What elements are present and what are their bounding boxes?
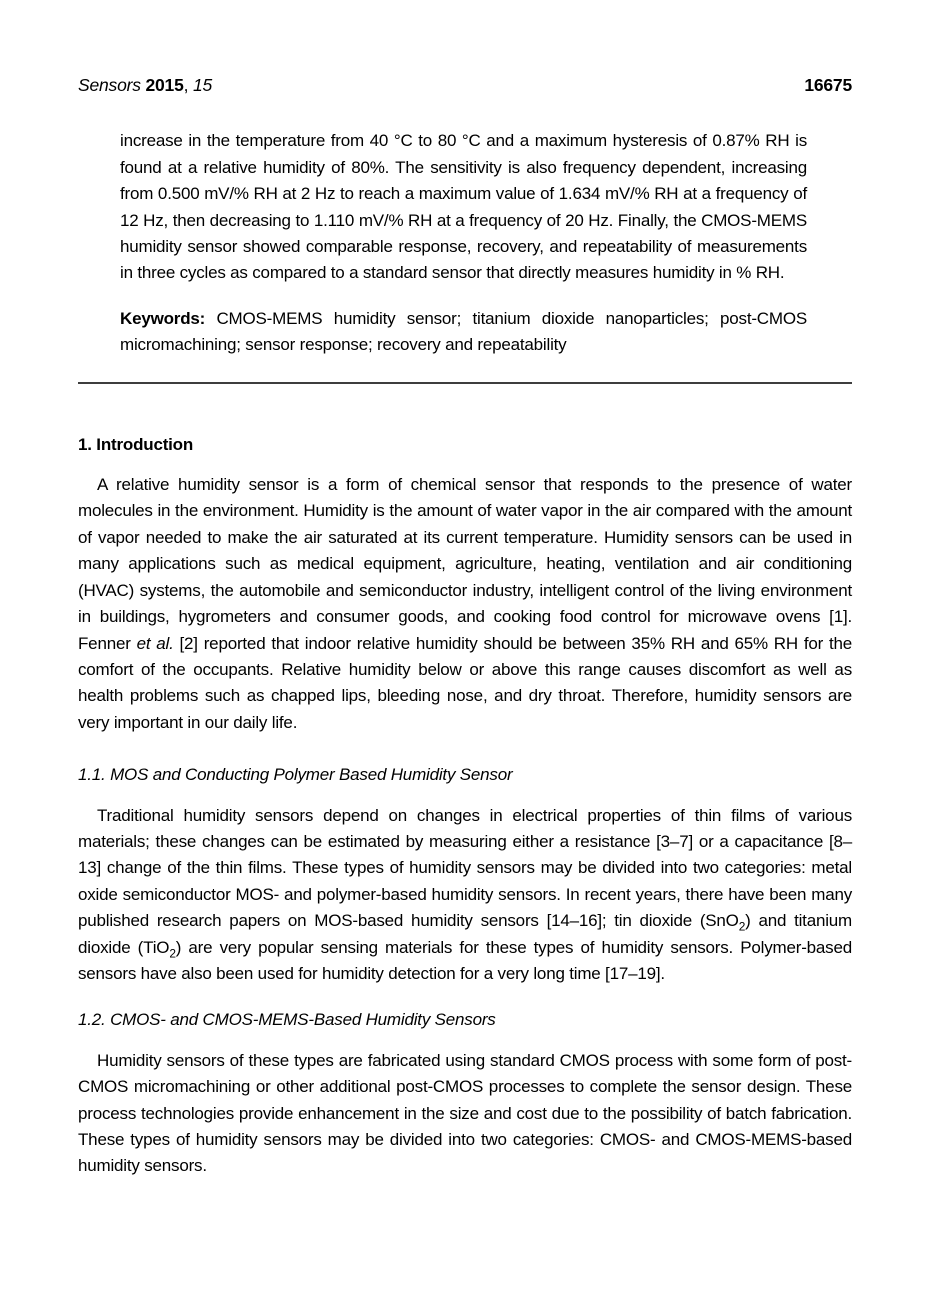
section-heading-1-2: 1.2. CMOS- and CMOS-MEMS-Based Humidity Sensors xyxy=(78,1010,496,1030)
paragraph-mos-polymer-sensors: Traditional humidity sensors depend on changes in electrical properties of thin films of various materials; these changes can be estimated by measuring either a resistance [3–7] or a capacitance [8–13] change of the thin films. These types of humidity sensors may be divided into two categories: metal oxide semiconductor MOS- and polymer-based humidity sensors. In recent years, there have been many published research papers on MOS-based humidity sensors [14–16]; tin dioxide (SnO$_2$) and titanium dioxide (TiO$_2$) are very popular sensing materials for these types of humidity sensors. Polymer-based sensors have also been used for humidity detection for a very long time [17–19]. xyxy=(78,805,852,983)
paragraph-cmos-mems-sensors: Humidity sensors of these types are fabricated using standard CMOS process with some form of post-CMOS micromachining or other additional post-CMOS processes to complete the sensor design. These process technologies provide enhancement in the size and cost due to the possibility of batch fabrication. These types of humidity sensors may be divided into two categories: CMOS- and CMOS-MEMS-based humidity sensors. xyxy=(78,1050,852,1176)
keywords-line: Keywords: CMOS-MEMS humidity sensor; titanium dioxide nanoparticles; post-CMOS micromachining; sensor response; recovery and repeatability xyxy=(120,308,808,355)
section-heading-1-1: 1.1. MOS and Conducting Polymer Based Humidity Sensor xyxy=(78,765,513,785)
journal-citation: Sensors 2015, 15 xyxy=(78,75,213,95)
page-number: 16675 xyxy=(804,75,852,95)
section-heading-introduction: 1. Introduction xyxy=(78,434,194,454)
abstract-continuation-text: increase in the temperature from 40 °C to 80 °C and a maximum hysteresis of 0.87% RH is found at a relative humidity of 80%. The sensitivity is also frequency dependent, increasing from 0.500 mV/% RH at 2 Hz to reach a maximum value of 1.634 mV/% RH at a frequency of 12 Hz, then decreasing to 1.110 mV/% RH at a frequency of 20 Hz. Finally, the CMOS-MEMS humidity sensor showed comparable response, recovery, and repeatability of measurements in three cycles as compared to a standard sensor that directly measures humidity in % RH. xyxy=(120,131,807,283)
page-header xyxy=(78,72,852,98)
paragraph-introduction: A relative humidity sensor is a form of chemical sensor that responds to the presence of water molecules in the environment. Humidity is the amount of water vapor in the air compared with the amount of vapor needed to make the air saturated at its current temperature. Humidity sensors can be used in many applications such as medical equipment, agriculture, heating, ventilation and air conditioning (HVAC) systems, the automobile and semiconductor industry, intelligent control of the living environment in buildings, hygrometers and consumer goods, and cooking food control for microwave ovens [1]. Fenner et al. [2] reported that indoor relative humidity should be between 35% RH and 65% RH for the comfort of the occupants. Relative humidity below or above this range causes discomfort as well as health problems such as chapped lips, bleeding nose, and dry throat. Therefore, humidity sensors are very important in our daily life. xyxy=(78,475,853,732)
section-divider xyxy=(78,382,852,384)
